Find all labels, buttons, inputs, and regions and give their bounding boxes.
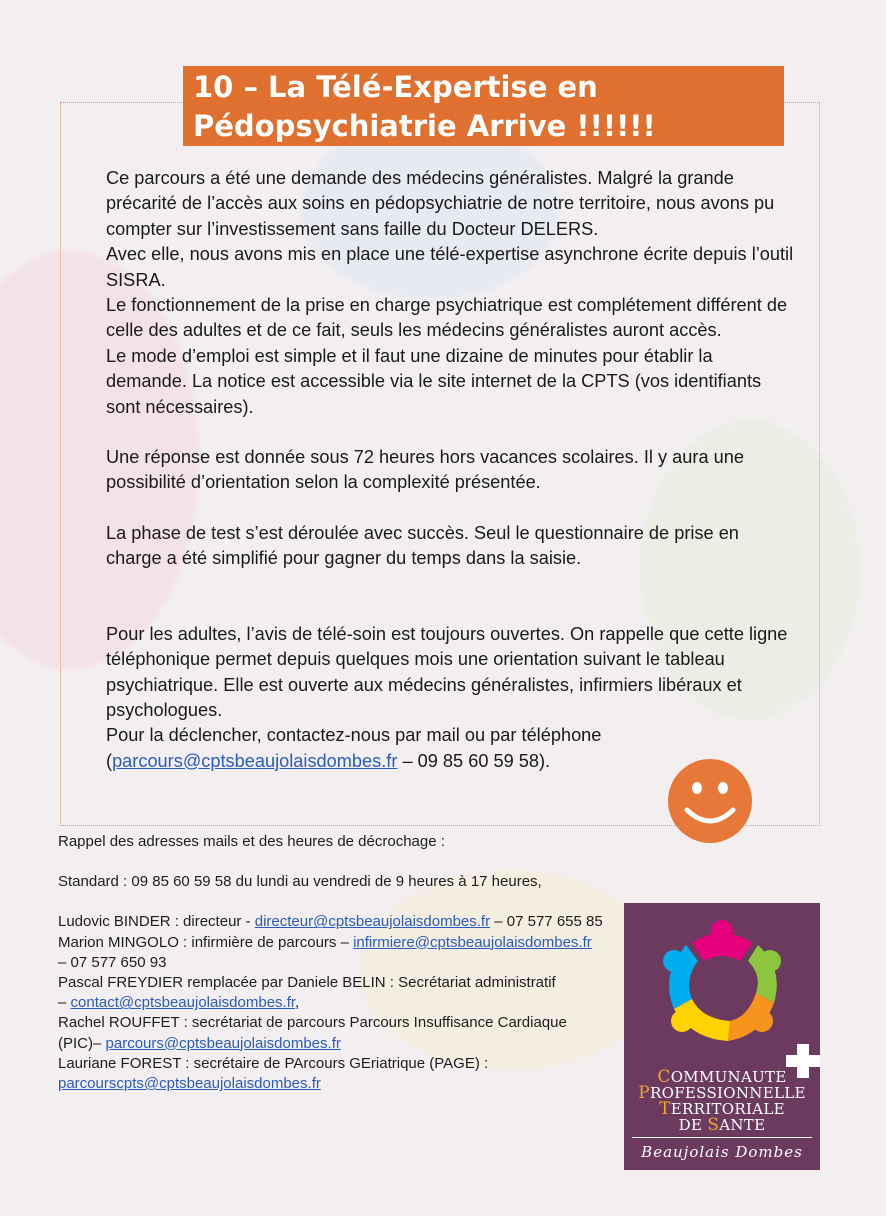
- contact-email-link[interactable]: contact@cptsbeaujolaisdombes.fr: [70, 994, 296, 1012]
- section-title-line1: 10 – La Télé-Expertise en: [193, 70, 598, 104]
- parcours-email-link[interactable]: parcours@cptsbeaujolaisdombes.fr: [112, 750, 398, 771]
- contact-mingolo: Marion MINGOLO : infirmière de parcours – infirmiere@cptsbeaujolaisdombes.fr – 07 577 650 93: [58, 933, 592, 971]
- logo-divider: [632, 1137, 812, 1138]
- section-title-line2: Pédopsychiatrie Arrive !!!!!!: [193, 109, 656, 143]
- parcours-pic-email-link[interactable]: parcours@cptsbeaujolaisdombes.fr: [105, 1034, 341, 1052]
- plus-icon: [786, 1044, 820, 1078]
- section-title: [183, 66, 784, 146]
- paragraph-4: Le mode d’emploi est simple et il faut une dizaine de minutes pour établir la demande. La notice est accessible via le site internet de la CPTS (vos identifiants sont nécessaires).: [106, 345, 762, 417]
- parcourscpts-email-link[interactable]: parcourscpts@cptsbeaujolaisdombes.fr: [58, 1075, 321, 1093]
- directeur-email-link[interactable]: directeur@cptsbeaujolaisdombes.fr: [254, 913, 491, 931]
- logo-subtitle: Beaujolais Dombes: [641, 1143, 803, 1161]
- paragraph-1: Ce parcours a été une demande des médecins généralistes. Malgré la grande précarité de l’accès aux soins en pédopsychiatrie de notre territoire, nous avons pu compter sur l’investissement sans faille du Docteur DELERS.: [106, 168, 775, 239]
- paragraph-8: Pour la déclencher, contactez-nous par mail ou par téléphone (parcours@cptsbeaujolaisdombes.fr – 09 85 60 59 58).: [106, 725, 602, 771]
- paragraph-5: Une réponse est donnée sous 72 heures hors vacances scolaires. Il y aura une possibilité d’orientation selon la complexité présentée.: [106, 447, 744, 493]
- paragraph-7: Pour les adultes, l’avis de télé-soin est toujours ouvertes. On rappelle que cette ligne téléphonique permet depuis quelques mois une orientation suivant le tableau psychiatrique. Elle est ouverte aux médecins généralistes, infirmiers libéraux et psychologues.: [106, 623, 788, 720]
- contact-list: [58, 832, 618, 1094]
- smiley-icon: [667, 758, 753, 844]
- contact-standard: Standard : 09 85 60 59 58 du lundi au vendredi de 9 heures à 17 heures,: [58, 873, 542, 891]
- contact-forest: Lauriane FOREST : secrétaire de PArcours GEriatrique (PAGE) : parcourscpts@cptsbeaujolaisdombes.fr: [58, 1054, 489, 1093]
- paragraph-6: La phase de test s’est déroulée avec succès. Seul le questionnaire de prise en charge a été simplifié pour gagner du temps dans la saisie.: [106, 522, 739, 569]
- contact-freydier: Pascal FREYDIER remplacée par Daniele BELIN : Secrétariat administratif – contact@cptsbeaujolaisdombes.fr,: [58, 974, 556, 1012]
- logo-title: COMMUNAUTE PROFESSIONNELLE TERRITORIALE DE SANTE: [638, 1067, 806, 1135]
- article-body: [106, 166, 796, 774]
- paragraph-3: Le fonctionnement de la prise en charge psychiatrique est complétement différent de celle des adultes et de ce fait, seuls les médecins généralistes auront accès.: [106, 295, 788, 341]
- cpts-logo: [624, 903, 820, 1170]
- contacts-heading: Rappel des adresses mails et des heures de décrochage :: [58, 833, 445, 850]
- contact-binder: Ludovic BINDER : directeur - directeur@cptsbeaujolaisdombes.fr – 07 577 655 85: [58, 913, 603, 931]
- paragraph-2: Avec elle, nous avons mis en place une télé-expertise asynchrone écrite depuis l’outil SISRA.: [106, 244, 794, 290]
- infirmiere-email-link[interactable]: infirmiere@cptsbeaujolaisdombes.fr: [353, 933, 592, 951]
- contact-rouffet: Rachel ROUFFET : secrétariat de parcours Parcours Insuffisance Cardiaque (PIC)– parcours@cptsbeaujolaisdombes.fr: [58, 1014, 567, 1052]
